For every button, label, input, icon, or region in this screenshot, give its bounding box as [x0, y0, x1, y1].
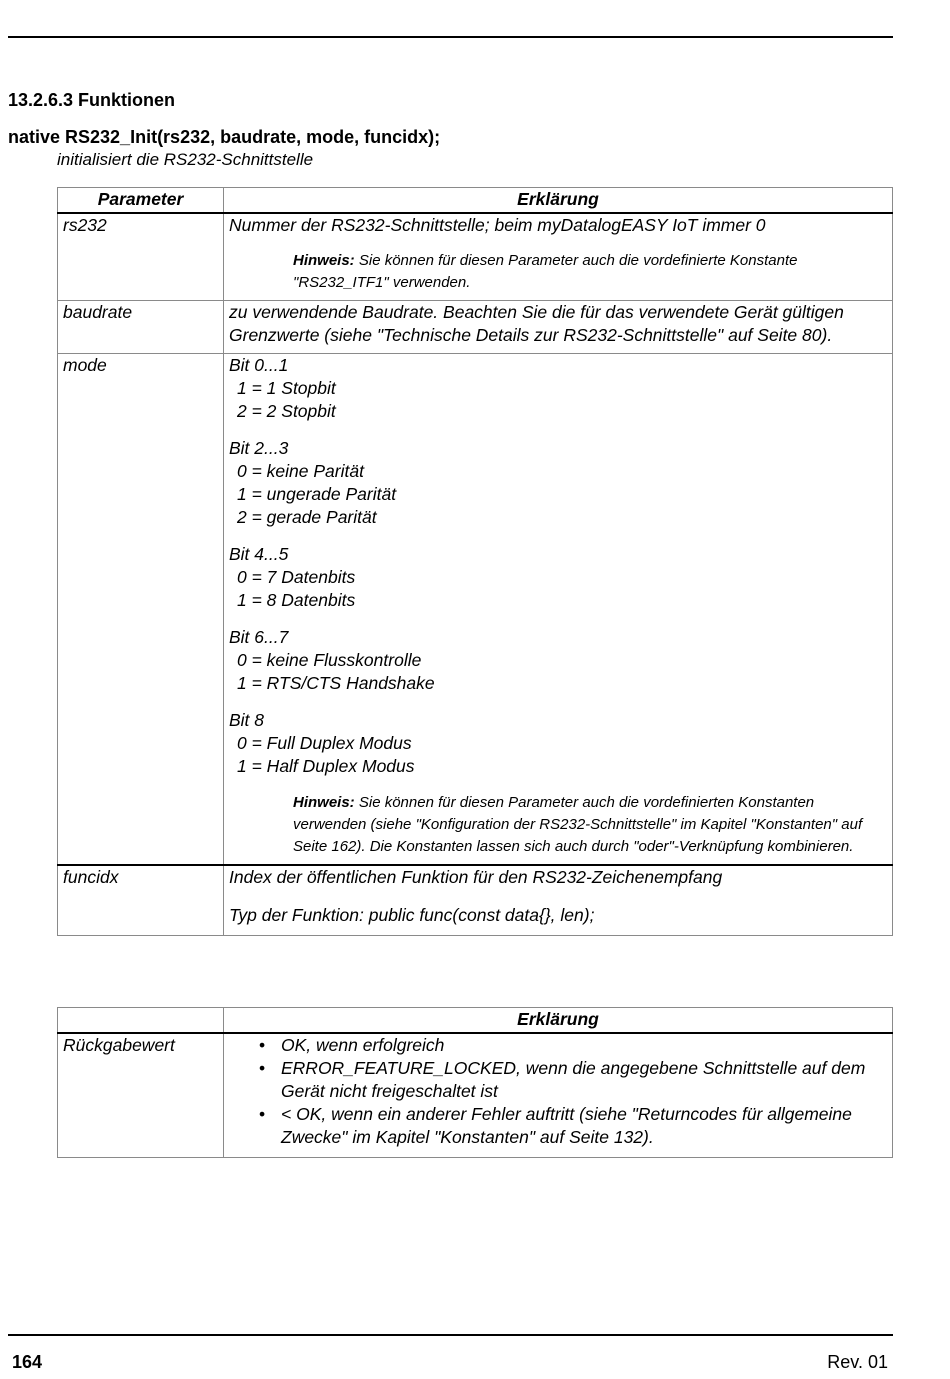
param-name-mode: mode	[58, 354, 224, 866]
funcidx-line2: Typ der Funktion: public func(const data{}, len);	[229, 905, 595, 925]
rs232-text: Nummer der RS232-Schnittstelle; beim myDatalogEASY IoT immer 0	[229, 215, 766, 235]
section-heading: 13.2.6.3 Funktionen	[8, 90, 176, 110]
table-row	[58, 213, 893, 301]
page-number: 164	[12, 1352, 43, 1372]
table-row	[58, 1033, 893, 1158]
table-row	[58, 301, 893, 354]
mode-block-head: Bit 6...7	[229, 627, 289, 647]
mode-option: 1 = 8 Datenbits	[237, 590, 356, 610]
mode-block	[229, 354, 887, 423]
mode-block	[229, 626, 887, 695]
mode-block	[229, 437, 887, 529]
list-item: • ERROR_FEATURE_LOCKED, wenn die angegebene Schnittstelle auf dem Gerät nicht freigeschaltet ist	[281, 1057, 887, 1103]
param-desc-funcidx	[224, 865, 893, 936]
mode-option: 0 = 7 Datenbits	[237, 567, 356, 587]
mode-block-head: Bit 4...5	[229, 544, 289, 564]
mode-block	[229, 709, 887, 778]
header-rule	[8, 36, 893, 38]
hint-label: Hinweis:	[293, 794, 355, 811]
mode-block	[229, 543, 887, 612]
mode-option: 1 = ungerade Parität	[237, 484, 397, 504]
return-desc	[224, 1033, 893, 1158]
mode-option: 0 = keine Flusskontrolle	[237, 650, 422, 670]
param-desc-mode	[224, 354, 893, 866]
return-name: Rückgabewert	[58, 1033, 224, 1158]
mode-block-head: Bit 0...1	[229, 355, 289, 375]
param-name-baudrate: baudrate	[58, 301, 224, 354]
mode-option: 0 = Full Duplex Modus	[237, 733, 412, 753]
header-explanation: Erklärung	[224, 188, 893, 214]
mode-hint	[293, 792, 887, 858]
hint-text: Sie können für diesen Parameter auch die vordefinierten Konstanten verwenden (siehe "Konfiguration der RS232-Schnittstelle" im Kapitel "Konstanten" auf Seite 162). Die Konstanten lassen sich auch durch "oder"-Verknüpfung kombinieren.	[293, 794, 863, 855]
function-signature: native RS232_Init(rs232, baudrate, mode, funcidx);	[8, 127, 441, 147]
return-list	[229, 1034, 887, 1157]
rs232-hint	[293, 250, 887, 294]
mode-block-head: Bit 8	[229, 710, 265, 730]
list-item: • OK, wenn erfolgreich	[281, 1034, 887, 1057]
mode-option: 1 = Half Duplex Modus	[237, 756, 415, 776]
mode-option: 2 = 2 Stopbit	[237, 401, 336, 421]
hint-label: Hinweis:	[293, 252, 355, 269]
mode-option: 0 = keine Parität	[237, 461, 364, 481]
table-row	[58, 354, 893, 866]
header-parameter: Parameter	[58, 188, 224, 214]
funcidx-line1: Index der öffentlichen Funktion für den RS232-Zeichenempfang	[229, 867, 723, 887]
return-table	[57, 1007, 893, 1158]
mode-block-head: Bit 2...3	[229, 438, 289, 458]
baudrate-text: zu verwendende Baudrate. Beachten Sie die für das verwendete Gerät gültigen Grenzwerte (siehe "Technische Details zur RS232-Schnittstelle" auf Seite 80).	[229, 302, 844, 345]
param-name-rs232: rs232	[58, 213, 224, 301]
mode-option: 1 = 1 Stopbit	[237, 378, 336, 398]
header-explanation: Erklärung	[224, 1008, 893, 1034]
table-header-row	[58, 188, 893, 214]
table-header-row	[58, 1008, 893, 1034]
mode-option: 2 = gerade Parität	[237, 507, 377, 527]
header-empty	[58, 1008, 224, 1034]
function-description: initialisiert die RS232-Schnittstelle	[57, 150, 314, 169]
mode-option: 1 = RTS/CTS Handshake	[237, 673, 435, 693]
param-desc-baudrate	[224, 301, 893, 354]
param-name-funcidx: funcidx	[58, 865, 224, 936]
footer-rule	[8, 1334, 893, 1336]
list-item: • < OK, wenn ein anderer Fehler auftritt (siehe "Returncodes für allgemeine Zwecke" im Kapitel "Konstanten" auf Seite 132).	[281, 1103, 887, 1149]
hint-text: Sie können für diesen Parameter auch die vordefinierte Konstante "RS232_ITF1" verwenden.	[293, 252, 798, 291]
param-desc-rs232	[224, 213, 893, 301]
parameter-table	[57, 187, 893, 936]
revision-label: Rev. 01	[827, 1352, 888, 1372]
table-row	[58, 865, 893, 936]
